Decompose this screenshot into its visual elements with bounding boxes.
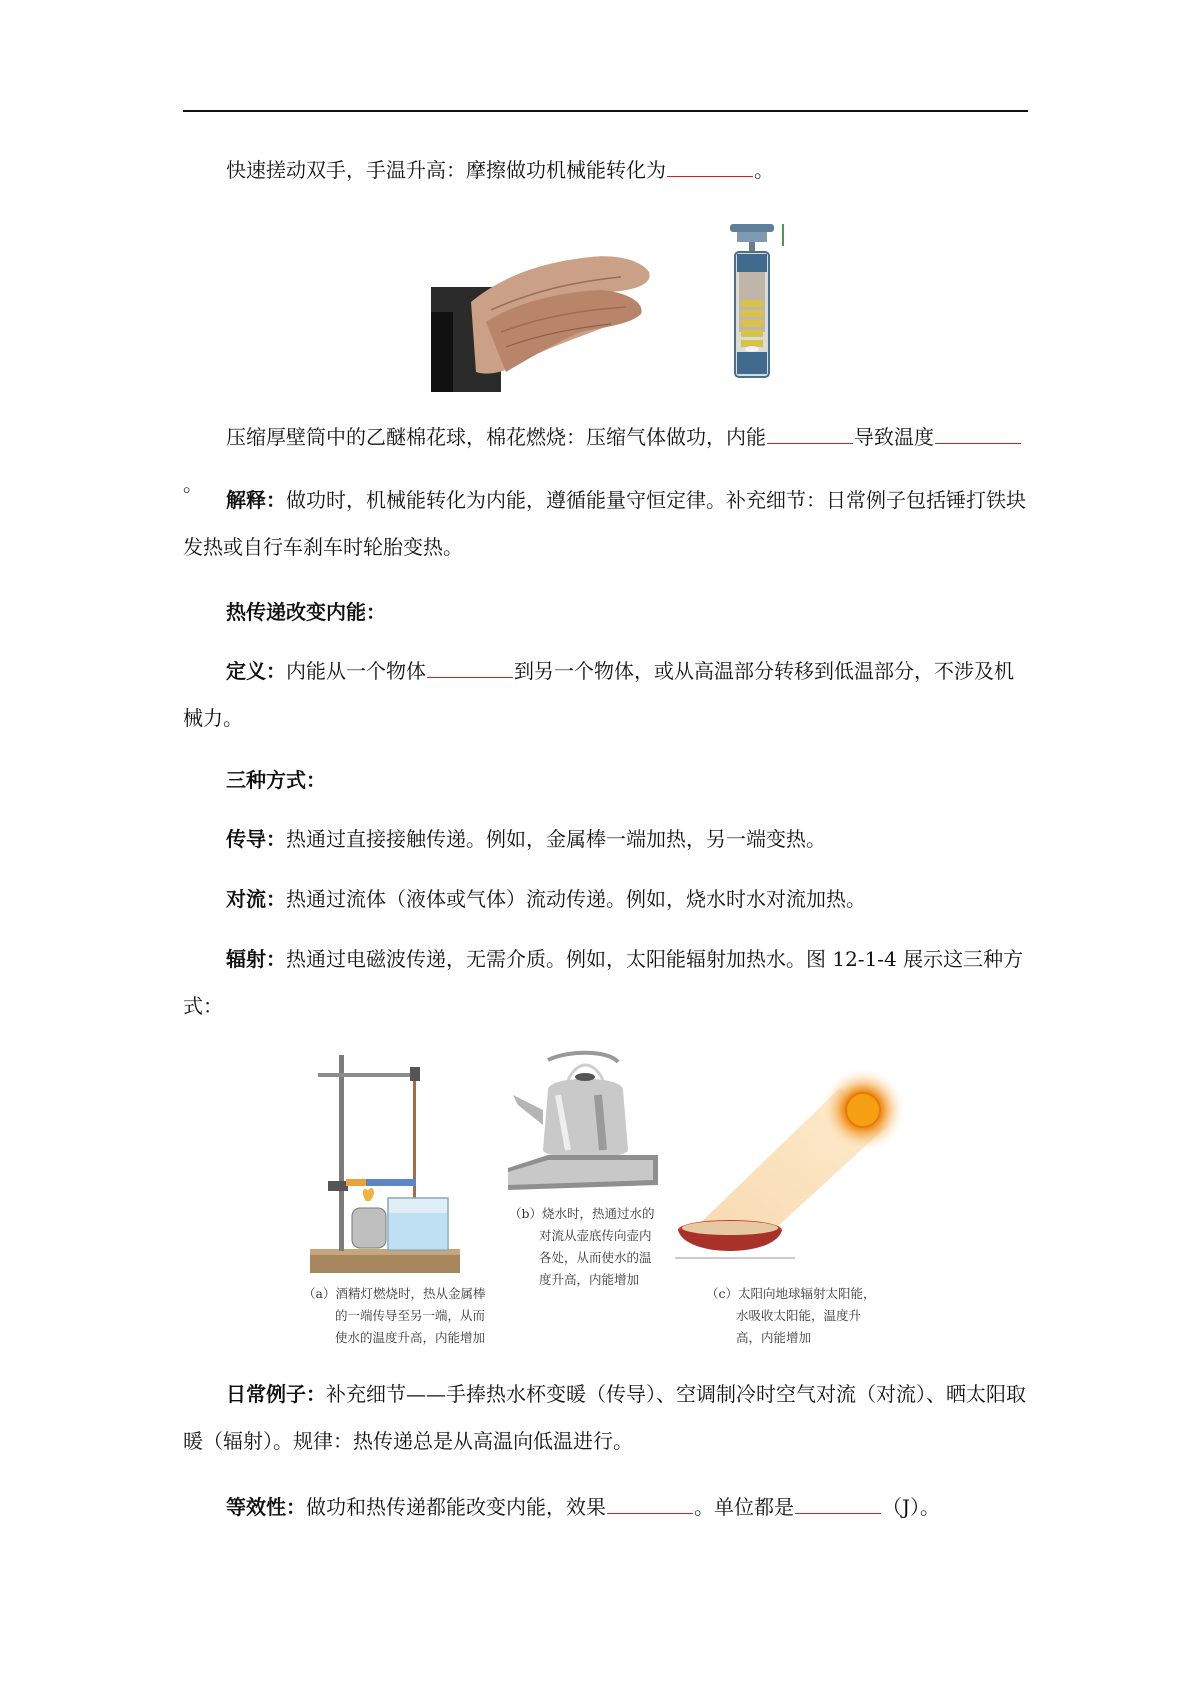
answer-blank[interactable] [795, 1493, 881, 1514]
caption-a: （a）酒精灯燃烧时，热从金属棒 的一端传导至另一端，从而 使水的温度升高，内能增加 [303, 1286, 486, 1345]
paragraph-equivalence: 等效性：做功和热传递都能改变内能，效果 。单位都是 （J）。 [226, 1495, 941, 1519]
caption-c: （c）太阳向地球辐射太阳能， 水吸收太阳能，温度升 高，内能增加 [706, 1286, 876, 1345]
paragraph-daily-examples: 日常例子：补充细节——手捧热水杯变暖（传导）、空调制冷时空气对流（对流）、晒太阳取暖（辐射）。规律：热传递总是从高温向低温进行。 [183, 1382, 1026, 1453]
paragraph-radiation: 辐射：热通过电磁波传递，无需介质。例如，太阳能辐射加热水。图 12-1-4 展示这三种方式： [183, 947, 1024, 1018]
solar-radiation-image [675, 1068, 925, 1273]
answer-blank[interactable] [935, 423, 1021, 444]
paragraph-explanation: 解释：做功时，机械能转化为内能，遵循能量守恒定律。补充细节：日常例子包括锤打铁块发热或自行车刹车时轮胎变热。 [183, 488, 1026, 559]
answer-blank[interactable] [667, 156, 753, 177]
rubbing-hands-image [431, 232, 655, 392]
paragraph-convection: 对流：热通过流体（液体或气体）流动传递。例如，烧水时水对流加热。 [226, 887, 866, 911]
paragraph-friction: 快速搓动双手，手温升高：摩擦做功机械能转化为 。 [226, 158, 774, 182]
boiling-kettle-image [508, 1050, 658, 1200]
answer-blank[interactable] [767, 423, 853, 444]
answer-blank[interactable] [607, 1493, 693, 1514]
heading-heat-transfer: 热传递改变内能： [226, 600, 386, 624]
caption-b: （b）烧水时，热通过水的 对流从壶底传向壶内 各处，从而使水的温 度升高，内能增加 [509, 1206, 655, 1287]
heading-three-ways: 三种方式： [226, 768, 326, 792]
paragraph-conduction: 传导：热通过直接接触传递。例如，金属棒一端加热，另一端变热。 [226, 827, 826, 851]
header-rule [183, 110, 1028, 112]
paragraph-compression: 压缩厚壁筒中的乙醚棉花球，棉花燃烧：压缩气体做功，内能 导致温度。 [183, 414, 1028, 508]
compression-cylinder-image [725, 222, 785, 392]
conduction-apparatus-image [308, 1053, 468, 1278]
answer-blank[interactable] [427, 657, 513, 678]
paragraph-definition: 定义：内能从一个物体 到另一个物体，或从高温部分转移到低温部分，不涉及机械力。 [183, 659, 1014, 730]
